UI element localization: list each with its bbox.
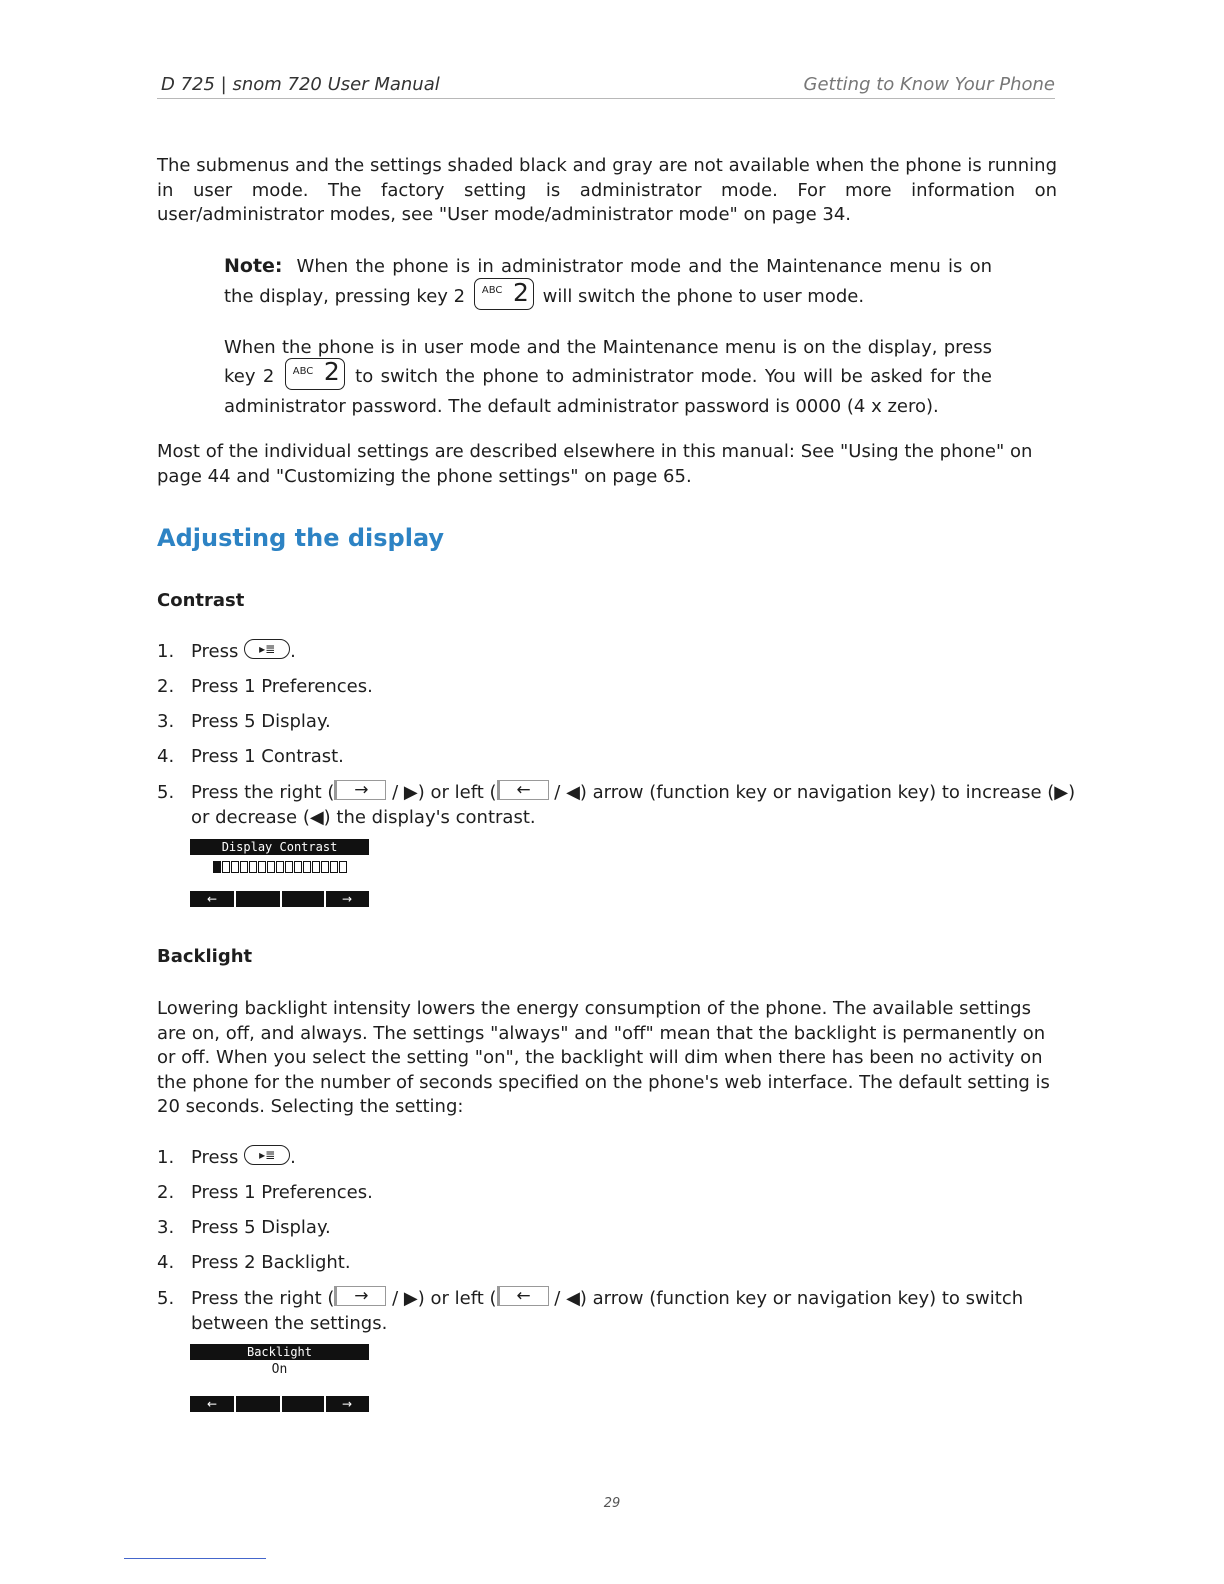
key-2-icon: ABC 2 [285, 358, 345, 390]
note-text-2a: When the phone is in user mode and the Maintenance menu is on the display, press key 2 [224, 337, 992, 387]
contrast-segment [276, 861, 284, 873]
menu-key-icon: ▸≣ [244, 1145, 290, 1165]
display-title: Backlight [190, 1344, 369, 1360]
contrast-segment [213, 861, 221, 873]
contrast-segment [312, 861, 320, 873]
contrast-segment [267, 861, 275, 873]
menu-key-icon: ▸≣ [244, 639, 290, 659]
left-arrow-icon: ← [206, 892, 218, 906]
softkey-bar [190, 891, 369, 907]
right-function-key-icon: → [334, 1286, 386, 1306]
backlight-display-screenshot [190, 1344, 369, 1414]
backlight-value: On [271, 1362, 288, 1377]
right-arrow-icon: → [341, 892, 353, 906]
page-number: 29 [603, 1496, 621, 1511]
contrast-segment [330, 861, 338, 873]
contrast-segment [303, 861, 311, 873]
note-text-2b: to switch the phone to administrator mode. You will be asked for the administrator password. The default administrator password is 0000 (4 x zero). [224, 366, 992, 417]
softkey-bar [190, 1396, 369, 1412]
left-function-key-icon: ← [497, 1286, 549, 1306]
contrast-segment [249, 861, 257, 873]
right-function-key-icon: → [334, 780, 386, 800]
note-text-1a: When the phone is in administrator mode and the Maintenance menu is on the display, pressing key 2 [224, 256, 992, 307]
manual-page: D 725 | snom 720 User Manual Getting to Know Your Phone The submenus and the settings shaded black and gray are not available when the phone is running in user mode. The factory setting is administrator mode. For more information on user/administrator modes, see "User mode/administrator mode" on page 34. Note: When the phone is in administrator mode and the Maintenance menu is on the display, pressing key 2 ABC 2 will switch the phone to user mode. When the phone is in user mode and the Maintenance menu is on the display, press key 2 ABC 2 to switch the phone to administrator mode. You will be asked for the administrator password. The default administrator password is 0000 (4 x zero). Most of the individual settings are described elsewhere in this manual: See "Using the phone" on page 44 and "Customizing the phone settings" on page 65. Adjusting the display Contrast 1. Press ▸≣ . 2. Press 1 Preferences. 3. Press 5 Display. 4. Press 1 Contrast. 5. Press the right ( → / ▶) or left ( ← / ◀) arrow (function key or navigation key) to increase (▶) or decrease (◀) the display's contrast. Display Contrast ← → Backlight Lowering backlight intensity lowers the energy consumption of the phone. The available settings are on, off, and always. The settings "always" and "off" mean that the backlight is permanently on or off. When you select the setting "on", the backlight will dim when there has been no activity on the phone for the number of seconds specified on the phone's web interface. The default setting is 20 seconds. Selecting the setting: 1. Press ▸≣ . 2. Press 1 Preferences. 3. Press 5 Display. 4. Press 2 Backlight. 5. Press the right ( → / ▶) or left ( ← / ◀) arrow (function key or navigation key) to switch between the settings. Backlight On ← → 29 [0, 0, 1224, 1584]
key-2-icon: ABC 2 [474, 278, 534, 310]
intro-paragraph: The submenus and the settings shaded black and gray are not available when the phone is running in user mode. The factory setting is administrator mode. For more information on user/administrator modes, see "User mode/administrator mode" on page 34. [157, 155, 1057, 225]
contrast-segment [339, 861, 347, 873]
note-block [224, 252, 992, 313]
left-arrow-icon: ← [206, 1397, 218, 1411]
right-arrow-icon: → [341, 1397, 353, 1411]
note-block-2 [224, 334, 992, 420]
note-text-1b: will switch the phone to user mode. [542, 286, 865, 307]
contrast-heading: Contrast [157, 590, 245, 611]
header-title: D 725 | snom 720 User Manual [161, 74, 440, 95]
contrast-segment [240, 861, 248, 873]
contrast-segment [258, 861, 266, 873]
header-chapter: Getting to Know Your Phone [803, 74, 1055, 95]
section-title: Adjusting the display [157, 524, 445, 552]
contrast-segment [294, 861, 302, 873]
display-title: Display Contrast [190, 839, 369, 855]
note-label: Note: [224, 255, 283, 277]
contrast-segment [285, 861, 293, 873]
more-paragraph: Most of the individual settings are described elsewhere in this manual: See "Using the phone" on page 44 and "Customizing the phone settings" on page 65. [157, 441, 1033, 487]
footer-rule [124, 1558, 266, 1559]
contrast-level-bar [190, 861, 369, 877]
left-function-key-icon: ← [497, 780, 549, 800]
backlight-paragraph: Lowering backlight intensity lowers the energy consumption of the phone. The available settings are on, off, and always. The settings "always" and "off" mean that the backlight is permanently on or off. When you select the setting "on", the backlight will dim when there has been no activity on the phone for the number of seconds specified on the phone's web interface. The default setting is 20 seconds. Selecting the setting: [157, 998, 1050, 1117]
contrast-segment [231, 861, 239, 873]
contrast-segment [321, 861, 329, 873]
contrast-display-screenshot [190, 839, 369, 909]
backlight-heading: Backlight [157, 946, 253, 967]
page-header [157, 74, 1055, 99]
contrast-segment [222, 861, 230, 873]
